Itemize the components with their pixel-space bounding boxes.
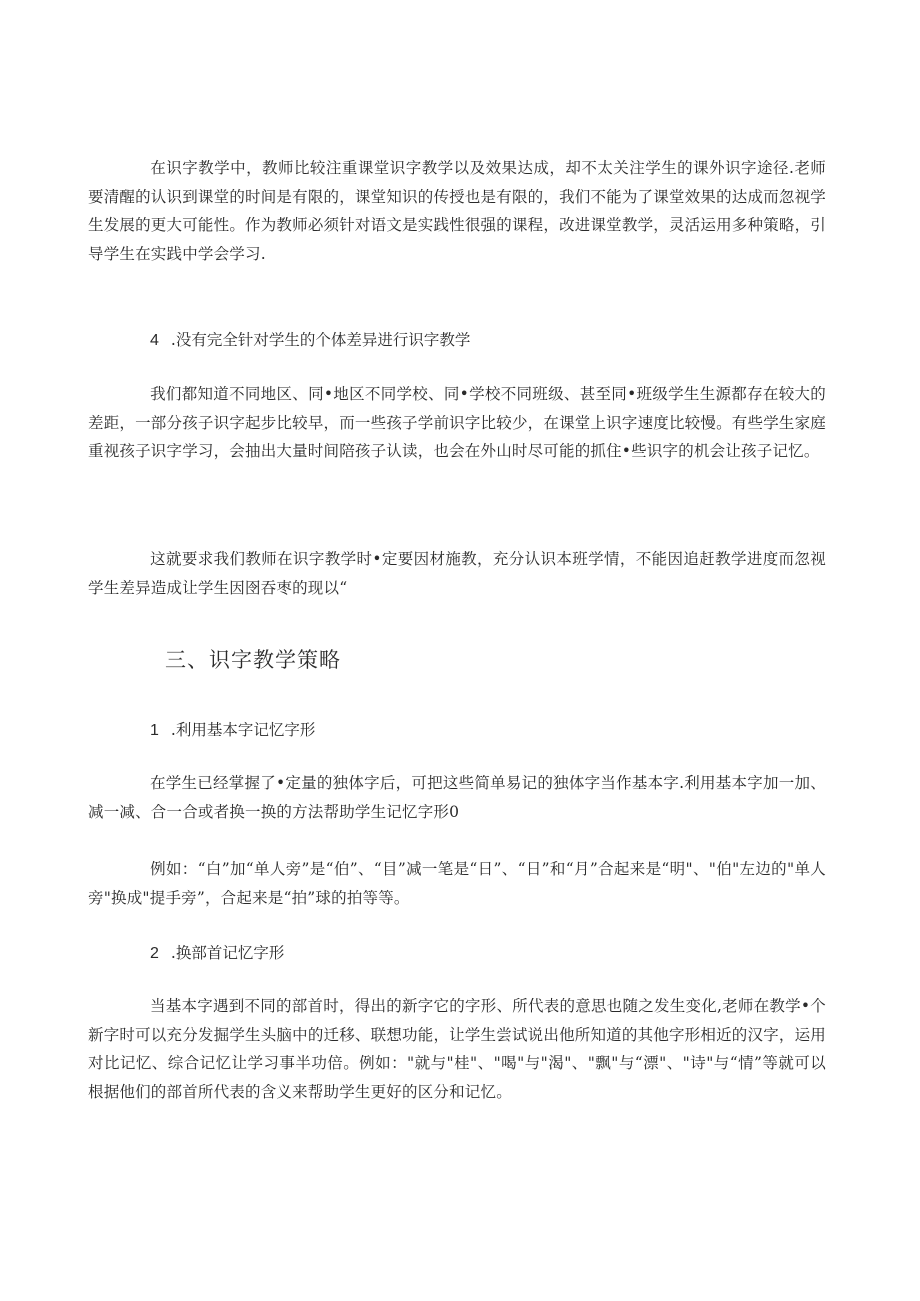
paragraph-student-differences: 我们都知道不同地区、同•地区不同学校、同•学校不同班级、甚至同•班级学生生源都存在较大的差距，一部分孩子识字起步比较早，而一些孩子学前识字比较少，在课堂上识字速度比较慢。有些学生家庭重视孩子识字学习，会抽出大量时间陪孩子认读，也会在外山时尽可能的抓住•些识字的机会让孩子记忆。 [88, 385, 826, 460]
paragraph-change-radical: 当基本字遇到不同的部首时，得出的新字它的字形、所代表的意思也随之发生变化,老师在教学•个新字时可以充分发掘学生头脑中的迁移、联想功能，让学生尝试说出他所知道的其他字形相近的汉字，运用对比记忆、综合记忆让学习事半功倍。例如："就与"桂"、"喝"与"渴"、"飘"与“漂"、"诗"与“情”等就可以根据他们的部首所代表的含义来帮助学生更好的区分和记忆。 [88, 997, 826, 1101]
subheading-text: .没有完全针对学生的个体差异进行识字教学 [170, 331, 471, 349]
subheading-number: 1 [150, 722, 159, 739]
subheading-basic-characters [150, 716, 315, 745]
paragraph-basic-characters: 在学生已经掌握了•定量的独体字后，可把这些简单易记的独体字当作基本字.利用基本字加一加、减一减、合一合或者换一换的方法帮助学生记忆字形0 [88, 774, 826, 821]
subheading-text: .换部首记忆字形 [170, 944, 285, 962]
subheading-change-radical [150, 939, 284, 968]
subheading-individual-differences [150, 326, 470, 355]
section-title: 三、识字教学策略 [165, 648, 341, 672]
subheading-text: .利用基本字记忆字形 [170, 721, 316, 739]
paragraph-examples: 例如：“白”加“单人旁”是“伯”、“目”减一笔是“日”、“日”和“月”合起来是“明"、"伯"左边的"单人旁"换成"提手旁”，合起来是“拍”球的拍等等。 [88, 860, 826, 907]
paragraph-teach-by-aptitude: 这就要求我们教师在识字教学时•定要因材施教，充分认识本班学情，不能因追赶教学进度而忽视学生差异造成让学生因囹吞枣的现以“ [88, 550, 826, 597]
subheading-number: 2 [150, 945, 159, 962]
paragraph-classroom-limits: 在识字教学中，教师比较注重课堂识字教学以及效果达成，却不太关注学生的课外识字途径.老师要清醒的认识到课堂的时间是有限的，课堂知识的传授也是有限的，我们不能为了课堂效果的达成而忽视学生发展的更大可能性。作为教师必须针对语文是实践性很强的课程，改进课堂教学，灵活运用多种策略，引导学生在实践中学会学习. [88, 159, 826, 263]
subheading-number: 4 [150, 332, 159, 349]
